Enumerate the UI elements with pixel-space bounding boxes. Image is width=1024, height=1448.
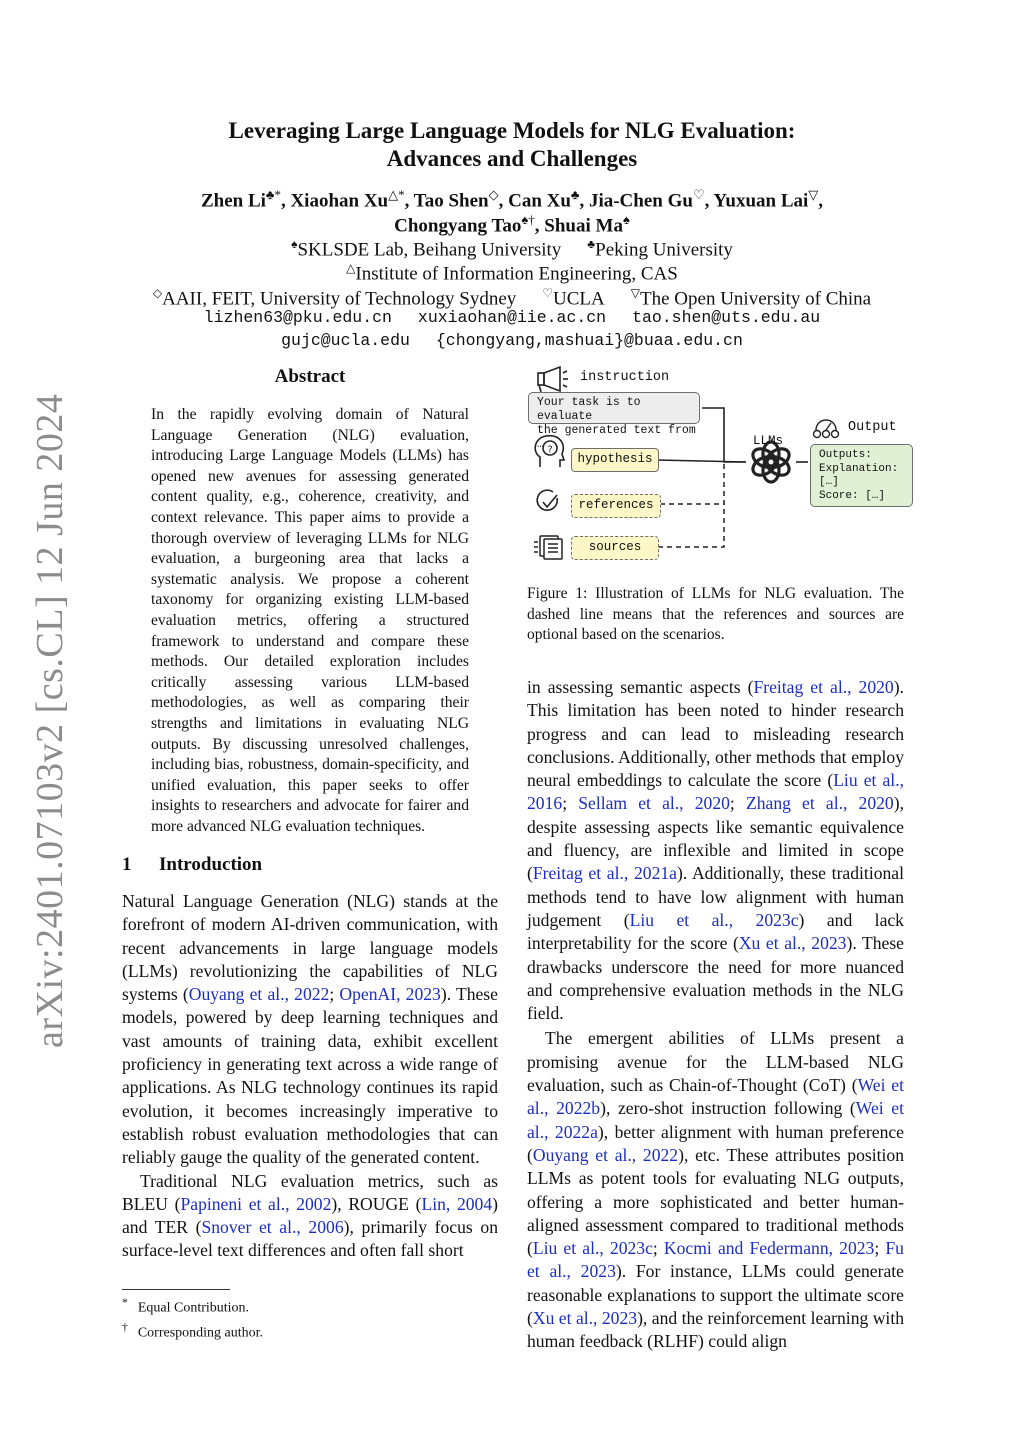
citation-link: Ouyang et al., 2022 [532, 1144, 679, 1165]
instruction-text-line1: Your task is to evaluate [537, 396, 641, 423]
footnote-rule [122, 1289, 230, 1290]
author-mark: ◇ [488, 187, 499, 202]
author-separator: , [579, 190, 589, 212]
instruction-connector [702, 408, 746, 462]
author-separator: , [534, 215, 545, 237]
author-name: Jia-Chen Gu [588, 190, 693, 212]
text-run: ; [329, 984, 340, 1005]
footnote-2 [122, 1318, 502, 1343]
citation-link: Kocmi and Federmann, 2023 [663, 1238, 875, 1259]
text-run: ). This limitation has been noted to hinder research progress and can lead to misleading research conclusions. Additionally, other methods that employ neural embeddings to calculate the score ( [527, 677, 904, 791]
instruction-label: instruction [580, 370, 670, 385]
affiliation-name: UCLA [553, 288, 605, 310]
author-mark: ♠† [521, 212, 535, 227]
megaphone-icon [538, 367, 568, 392]
affiliation-mark: ◇ [152, 286, 163, 300]
text-run: Traditional NLG evaluation metrics, such as BLEU ( [122, 1170, 498, 1214]
author-mark: ♣* [265, 187, 281, 202]
intro-paragraph-2 [122, 1170, 498, 1263]
footnotes [122, 1293, 502, 1342]
author-separator: , [498, 190, 509, 212]
author-name: Can Xu [508, 190, 571, 212]
hypothesis-tag: hypothesis [571, 448, 659, 472]
author-name: Chongyang Tao [394, 215, 522, 237]
author-mark: ♡ [692, 187, 705, 202]
section-heading-introduction [122, 854, 262, 876]
text-run: The emergent abilities of LLMs present a promising avenue for the LLM-based NLG evaluation, such as Chain-of-Thought (CoT) ( [527, 1028, 904, 1096]
author-mark: ♣ [570, 187, 580, 202]
sources-tag: sources [571, 536, 659, 560]
output-line: Explanation: [819, 462, 899, 475]
text-run: ). These drawbacks underscore the need for more nuanced and comprehensive evaluation methods in the NLG field. [527, 933, 904, 1024]
text-run: ), ROUGE ( [331, 1193, 422, 1214]
figure-1 [526, 364, 916, 574]
text-run: ), and the reinforcement learning with human feedback (RLHF) could align [527, 1308, 905, 1352]
references-connector [660, 462, 724, 504]
citation-link: Wei et al., 2022b [527, 1075, 904, 1119]
text-run: ; [729, 793, 746, 814]
author-name: Tao Shen [413, 190, 489, 212]
citation-link: Xu et al., 2023 [738, 933, 847, 954]
references-tag: references [571, 494, 661, 518]
citation-link: Ouyang et al., 2022 [188, 984, 330, 1005]
author-mark: ♠ [622, 212, 630, 227]
check-circle-icon [537, 490, 557, 510]
section-title: Introduction [159, 854, 263, 875]
citation-link: Liu et al., 2016 [527, 770, 904, 814]
documents-icon [534, 536, 562, 559]
citation-link: Zhang et al., 2020 [745, 793, 894, 814]
affiliation-mark: △ [346, 261, 356, 275]
right-paragraph-1 [527, 676, 904, 1025]
text-run: ) and TER ( [122, 1193, 498, 1238]
affiliation-mark: ▽ [630, 286, 640, 300]
text-run: ), despite assessing aspects like semantic equivalence and fluency, are inflexible and limited in scope ( [527, 793, 904, 884]
footnote-text: Corresponding author. [137, 1325, 264, 1341]
citation-link: Liu et al., 2023c [629, 909, 799, 930]
author-separator: , [704, 190, 714, 212]
citation-link: Freitag et al., 2020 [753, 677, 894, 697]
arxiv-id: arXiv:2401.07103v2 [cs.CL] 12 Jun 2024 [29, 393, 71, 1048]
affiliation-mark: ♠ [291, 237, 298, 251]
author-name: Yuxuan Lai [713, 190, 809, 212]
emails-line1 [0, 307, 1024, 329]
affiliation-mark: ♣ [587, 237, 596, 251]
affiliation-name: AAII, FEIT, University of Technology Sydney [162, 288, 517, 310]
affiliation-name: Peking University [595, 239, 733, 261]
email-address: lizhen63@pku.edu.cn [203, 308, 392, 327]
affiliation-name: SKLSDE Lab, Beihang University [297, 239, 562, 261]
footnote-text: Equal Contribution. [137, 1300, 250, 1316]
email-address: gujc@ucla.edu [281, 331, 410, 350]
author-name: Zhen Li [200, 190, 266, 212]
output-line: Outputs: [819, 449, 872, 461]
citation-link: Snover et al., 2006 [201, 1217, 344, 1238]
author-mark: ▽ [808, 187, 819, 202]
left-column-body [122, 890, 498, 1263]
abstract-text: In the rapidly evolving domain of Natural Language Generation (NLG) evaluation, introducing Large Language Models (LLMs) has opened new avenues for assessing generated content quality, e.g., coherence, creativity, and context relevance. This paper aims to provide a thorough overview of leveraging LLMs for NLG evaluation, a burgeoning area that lacks a systematic analysis. We propose a coherent taxonomy for organizing existing LLM-based evaluation metrics, offering a structured framework to understand and compare these methods. Our detailed exploration includes critically assessing various LLM-based methodologies, as well as comparing their strengths and limitations in evaluating NLG outputs. By discussing unresolved challenges, including bias, robustness, domain-specificity, and unified evaluation, this paper seeks to offer insights to researchers and advocate for fairer and more advanced NLG evaluation techniques. [151, 406, 469, 835]
output-line: […] [819, 476, 839, 488]
citation-link: Xu et al., 2023 [532, 1308, 638, 1329]
text-run: ; [562, 793, 579, 814]
text-run: ; [874, 1238, 886, 1259]
text-run: ). Additionally, these traditional methods tend to have low alignment with human judgement ( [527, 863, 904, 930]
right-column-body [527, 676, 904, 1354]
affiliation-name: The Open University of China [640, 288, 872, 310]
email-address: {chongyang,mashuai}@buaa.edu.cn [435, 331, 743, 350]
figure-caption: Figure 1: Illustration of LLMs for NLG evaluation. The dashed line means that the references and sources are optional based on the scenarios. [527, 585, 904, 644]
citation-link: OpenAI, 2023 [339, 984, 441, 1005]
text-run: ), better alignment with human preference ( [527, 1121, 904, 1165]
instruction-text-line2: the generated text from … [537, 424, 696, 451]
citation-link: Fu et al., 2023 [527, 1238, 904, 1282]
emails-line2 [0, 330, 1024, 352]
text-run: Natural Language Generation (NLG) stands at the forefront of modern AI-driven communication, with recent advancements in large language models (LLMs) revolutionizing the capabilities of NLG systems ( [122, 891, 498, 1005]
text-run: in assessing semantic aspects ( [527, 677, 754, 697]
affiliation-name: Institute of Information Engineering, CAS [355, 263, 678, 285]
citation-link: Lin, 2004 [421, 1193, 493, 1214]
author-separator: , [818, 190, 824, 212]
author-name: Shuai Ma [544, 215, 623, 237]
text-run: ; [652, 1238, 664, 1259]
footnote-1 [122, 1293, 502, 1318]
llm-logo-icon [750, 442, 793, 482]
text-run: ), etc. These attributes position LLMs as potent tools for evaluating NLG outputs, offering a more sophisticated and better human-aligned assessment compared to traditional methods ( [527, 1144, 904, 1259]
citation-link: Freitag et al., 2021a [532, 863, 677, 884]
footnote-mark: † [122, 1320, 128, 1334]
right-paragraph-2 [527, 1027, 904, 1353]
text-run: ), zero-shot instruction following ( [600, 1098, 856, 1119]
citation-link: Wei et al., 2022a [527, 1098, 904, 1142]
intro-paragraph-1 [122, 890, 498, 1170]
email-address: tao.shen@uts.edu.au [632, 308, 821, 327]
output-label: Output [848, 420, 897, 435]
author-name: Xiaohan Xu [290, 190, 389, 212]
hypothesis-connector [657, 460, 746, 462]
author-separator: , [280, 190, 291, 212]
paper-title-line2: Advances and Challenges [386, 146, 638, 171]
question-mark-glyph: ? [547, 444, 553, 456]
llms-label: LLMs [753, 434, 784, 448]
output-box [810, 444, 913, 507]
author-separator: , [404, 190, 414, 212]
section-number: 1 [122, 854, 132, 875]
text-run: ). These models, powered by deep learning techniques and vast amounts of training data, exhibit excellent proficiency in generating text across a wide range of applications. As NLG technology continues its rapid evolution, it becomes increasingly imperative to establish robust evaluation methodologies that can reliably gauge the quality of the generated content. [122, 984, 498, 1168]
gauge-faces-icon [814, 420, 839, 438]
citation-link: Liu et al., 2023c [532, 1238, 653, 1259]
text-run: ) and lack interpretability for the score ( [527, 909, 904, 954]
affiliation-mark: ♡ [542, 286, 554, 300]
footnote-mark: * [122, 1296, 128, 1309]
email-address: xuxiaohan@iie.ac.cn [417, 308, 607, 327]
instruction-box [528, 392, 700, 451]
text-run: ), primarily focus on surface-level text differences and often fall short [122, 1217, 498, 1261]
sources-connector [658, 504, 724, 547]
text-run: ). For instance, LLMs could generate reasonable explanations to support the ultimate score ( [527, 1261, 904, 1329]
output-line: Score: […] [819, 489, 886, 502]
author-mark: △* [388, 187, 405, 202]
citation-link: Sellam et al., 2020 [578, 793, 730, 814]
paper-title-line1: Leveraging Large Language Models for NLG Evaluation: [228, 118, 796, 143]
citation-link: Papineni et al., 2002 [180, 1193, 332, 1214]
abstract-heading: Abstract [274, 366, 346, 387]
